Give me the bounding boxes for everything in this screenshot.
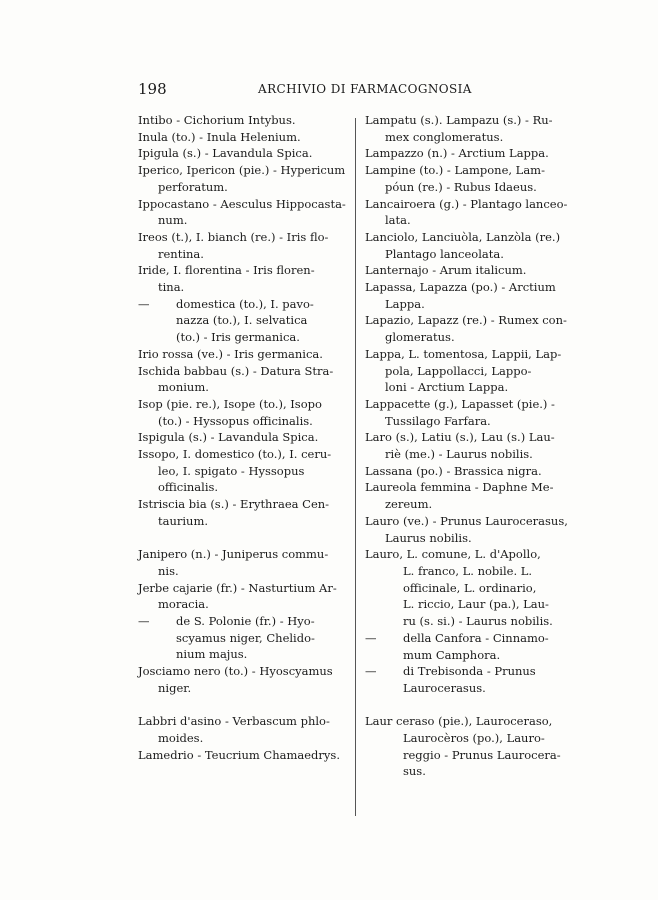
entry-text: della Canfora - Cinnamo- xyxy=(403,630,549,645)
entry-continuation xyxy=(138,413,350,430)
entry-text: Laurocerasus. xyxy=(403,680,486,695)
entry-text: Isop (pie. re.), Isope (to.), Isopo xyxy=(138,396,322,411)
entry-continuation xyxy=(138,730,350,747)
entry-text: perforatum. xyxy=(158,179,228,194)
entry-text: Lappa, L. tomentosa, Lappii, Lap- xyxy=(365,346,562,361)
entry-line xyxy=(138,580,350,597)
entry-text: Iride, I. florentina - Iris floren- xyxy=(138,263,315,278)
entry-continuation xyxy=(138,463,350,480)
entry-continuation xyxy=(138,646,350,663)
entry-text: scyamus niger, Chelido- xyxy=(176,630,315,645)
entry-continuation xyxy=(138,329,350,346)
entry-continuation xyxy=(365,647,570,664)
entry-text: Lappacette (g.), Lapasset (pie.) - xyxy=(365,396,555,411)
entry-continuation xyxy=(365,363,570,380)
entry-text: Jerbe cajarie (fr.) - Nasturtium Ar- xyxy=(138,580,337,595)
entry-line xyxy=(365,513,570,530)
entry-text: Lapassa, Lapazza (po.) - Arctium xyxy=(365,280,556,295)
entry-continuation xyxy=(138,212,350,229)
entry-text: reggio - Prunus Laurocera- xyxy=(403,747,561,762)
entry-text: L. franco, L. nobile. L. xyxy=(403,563,533,578)
entry-continuation xyxy=(365,329,570,346)
repeat-dash: — xyxy=(138,614,150,629)
entry-text: officinalis. xyxy=(158,480,219,495)
entry-line xyxy=(365,346,570,363)
entry-text: Lappa. xyxy=(385,296,425,311)
entry-line xyxy=(138,112,350,129)
entry-text: Ischida babbau (s.) - Datura Stra- xyxy=(138,363,334,378)
entry-line xyxy=(365,630,570,647)
entry-text: Inula (to.) - Inula Helenium. xyxy=(138,129,301,144)
page-number: 198 xyxy=(138,80,167,98)
entry-continuation xyxy=(365,596,570,613)
entry-continuation xyxy=(138,680,350,697)
entry-spacer xyxy=(138,697,350,714)
entry-continuation xyxy=(365,129,570,146)
entry-text: nium majus. xyxy=(176,647,248,662)
right-column xyxy=(365,112,570,780)
entry-line xyxy=(365,162,570,179)
entry-text: leo, I. spigato - Hyssopus xyxy=(158,463,305,478)
entry-continuation xyxy=(365,179,570,196)
entry-text: sus. xyxy=(403,764,426,779)
repeat-dash: — xyxy=(365,664,377,679)
entry-text: riè (me.) - Laurus nobilis. xyxy=(385,447,533,462)
entry-text: mum Camphora. xyxy=(403,647,501,662)
entry-continuation xyxy=(138,379,350,396)
entry-text: Lampine (to.) - Lampone, Lam- xyxy=(365,163,545,178)
entry-continuation xyxy=(138,312,350,329)
entry-line xyxy=(365,463,570,480)
entry-line xyxy=(138,747,350,764)
entry-text: di Trebisonda - Prunus xyxy=(403,664,536,679)
entry-text: ru (s. si.) - Laurus nobilis. xyxy=(403,614,553,629)
entry-text: pola, Lappollacci, Lappo- xyxy=(385,363,532,378)
entry-continuation xyxy=(138,596,350,613)
entry-continuation xyxy=(138,563,350,580)
entry-line xyxy=(365,479,570,496)
entry-continuation xyxy=(138,246,350,263)
entry-spacer xyxy=(365,697,570,714)
column-divider xyxy=(355,118,356,816)
entry-text: officinale, L. ordinario, xyxy=(403,580,537,595)
entry-continuation xyxy=(365,680,570,697)
entry-text: Laurus nobilis. xyxy=(385,530,472,545)
entry-text: Plantago lanceolata. xyxy=(385,246,504,261)
entry-line xyxy=(138,162,350,179)
entry-line xyxy=(138,296,350,313)
entry-line xyxy=(138,346,350,363)
entry-text: Laur ceraso (pie.), Lauroceraso, xyxy=(365,714,553,729)
entry-line xyxy=(365,279,570,296)
entry-text: mex conglomeratus. xyxy=(385,129,504,144)
entry-line xyxy=(138,262,350,279)
entry-text: tina. xyxy=(158,280,185,295)
entry-continuation xyxy=(365,530,570,547)
entry-continuation xyxy=(365,446,570,463)
entry-continuation xyxy=(365,763,570,780)
entry-continuation xyxy=(365,246,570,263)
entry-text: Istriscia bia (s.) - Erythraea Cen- xyxy=(138,497,330,512)
entry-text: niger. xyxy=(158,680,192,695)
entry-continuation xyxy=(365,212,570,229)
entry-text: Laro (s.), Latiu (s.), Lau (s.) Lau- xyxy=(365,430,555,445)
entry-text: Lancairoera (g.) - Plantago lanceo- xyxy=(365,196,568,211)
entry-line xyxy=(138,546,350,563)
entry-line xyxy=(365,396,570,413)
entry-text: rentina. xyxy=(158,246,204,261)
entry-text: Lassana (po.) - Brassica nigra. xyxy=(365,463,542,478)
entry-continuation xyxy=(138,479,350,496)
repeat-dash: — xyxy=(138,296,150,311)
entry-line xyxy=(138,713,350,730)
entry-line xyxy=(365,663,570,680)
entry-continuation xyxy=(138,630,350,647)
entry-text: de S. Polonie (fr.) - Hyo- xyxy=(176,614,315,629)
entry-text: póun (re.) - Rubus Idaeus. xyxy=(385,179,537,194)
entry-continuation xyxy=(138,513,350,530)
entry-line xyxy=(138,129,350,146)
entry-continuation xyxy=(365,580,570,597)
entry-text: Ipigula (s.) - Lavandula Spica. xyxy=(138,146,313,161)
entry-text: Lapazio, Lapazz (re.) - Rumex con- xyxy=(365,313,567,328)
entry-text: moracia. xyxy=(158,597,209,612)
entry-line xyxy=(138,613,350,630)
entry-text: Lanciolo, Lanciuòla, Lanzòla (re.) xyxy=(365,229,561,244)
entry-text: Intibo - Cichorium Intybus. xyxy=(138,113,296,127)
entry-continuation xyxy=(138,279,350,296)
entry-continuation xyxy=(365,496,570,513)
entry-text: Ispigula (s.) - Lavandula Spica. xyxy=(138,430,319,445)
entry-text: loni - Arctium Lappa. xyxy=(385,380,509,395)
entry-line xyxy=(138,145,350,162)
entry-line xyxy=(365,112,570,129)
entry-text: domestica (to.), I. pavo- xyxy=(176,296,314,311)
entry-line xyxy=(365,429,570,446)
entry-line xyxy=(138,363,350,380)
entry-text: glomeratus. xyxy=(385,330,455,345)
entry-line xyxy=(138,229,350,246)
entry-continuation xyxy=(365,730,570,747)
entry-line xyxy=(138,429,350,446)
entry-text: lata. xyxy=(385,213,411,228)
entry-continuation xyxy=(365,413,570,430)
entry-line xyxy=(365,713,570,730)
entry-text: nazza (to.), I. selvatica xyxy=(176,313,308,328)
entry-line xyxy=(138,446,350,463)
entry-text: Lauro, L. comune, L. d'Apollo, xyxy=(365,547,541,562)
entry-line xyxy=(138,496,350,513)
entry-line xyxy=(365,312,570,329)
entry-line xyxy=(365,262,570,279)
entry-line xyxy=(365,546,570,563)
entry-text: zereum. xyxy=(385,497,433,512)
entry-text: Tussilago Farfara. xyxy=(385,413,491,428)
entry-text: nis. xyxy=(158,563,179,578)
entry-continuation xyxy=(138,179,350,196)
entry-text: Labbri d'asino - Verbascum phlo- xyxy=(138,714,330,729)
entry-spacer xyxy=(138,530,350,547)
entry-text: taurium. xyxy=(158,513,209,528)
entry-text: Josciamo nero (to.) - Hyoscyamus xyxy=(138,664,333,679)
entry-text: Issopo, I. domestico (to.), I. ceru- xyxy=(138,447,332,462)
entry-text: Irio rossa (ve.) - Iris germanica. xyxy=(138,346,323,361)
running-title: ARCHIVIO DI FARMACOGNOSIA xyxy=(258,82,472,96)
entry-text: Lampazzo (n.) - Arctium Lappa. xyxy=(365,146,549,161)
entry-line xyxy=(365,229,570,246)
left-column xyxy=(138,112,350,763)
entry-text: Lamedrio - Teucrium Chamaedrys. xyxy=(138,747,340,762)
entry-text: monium. xyxy=(158,380,209,395)
entry-text: moides. xyxy=(158,730,204,745)
entry-text: Ippocastano - Aesculus Hippocasta- xyxy=(138,196,346,211)
entry-text: Janipero (n.) - Juniperus commu- xyxy=(138,547,329,562)
entry-continuation xyxy=(365,379,570,396)
entry-text: Ireos (t.), I. bianch (re.) - Iris flo- xyxy=(138,229,329,244)
entry-text: num. xyxy=(158,213,188,228)
entry-continuation xyxy=(365,563,570,580)
entry-continuation xyxy=(365,296,570,313)
entry-line xyxy=(138,663,350,680)
entry-text: Laurocèros (po.), Lauro- xyxy=(403,731,545,745)
entry-continuation xyxy=(365,613,570,630)
entry-text: Iperico, Ipericon (pie.) - Hypericum xyxy=(138,163,346,178)
entry-line xyxy=(138,396,350,413)
entry-line xyxy=(365,145,570,162)
entry-line xyxy=(138,196,350,213)
repeat-dash: — xyxy=(365,630,377,645)
entry-text: (to.) - Hyssopus officinalis. xyxy=(158,413,313,428)
entry-continuation xyxy=(365,747,570,764)
entry-text: Laureola femmina - Daphne Me- xyxy=(365,480,554,495)
entry-text: Lanternajo - Arum italicum. xyxy=(365,263,527,278)
entry-text: L. riccio, Laur (pa.), Lau- xyxy=(403,597,549,612)
entry-text: Lauro (ve.) - Prunus Laurocerasus, xyxy=(365,513,568,528)
entry-text: Lampatu (s.). Lampazu (s.) - Ru- xyxy=(365,113,553,127)
entry-text: (to.) - Iris germanica. xyxy=(176,330,300,345)
entry-line xyxy=(365,196,570,213)
